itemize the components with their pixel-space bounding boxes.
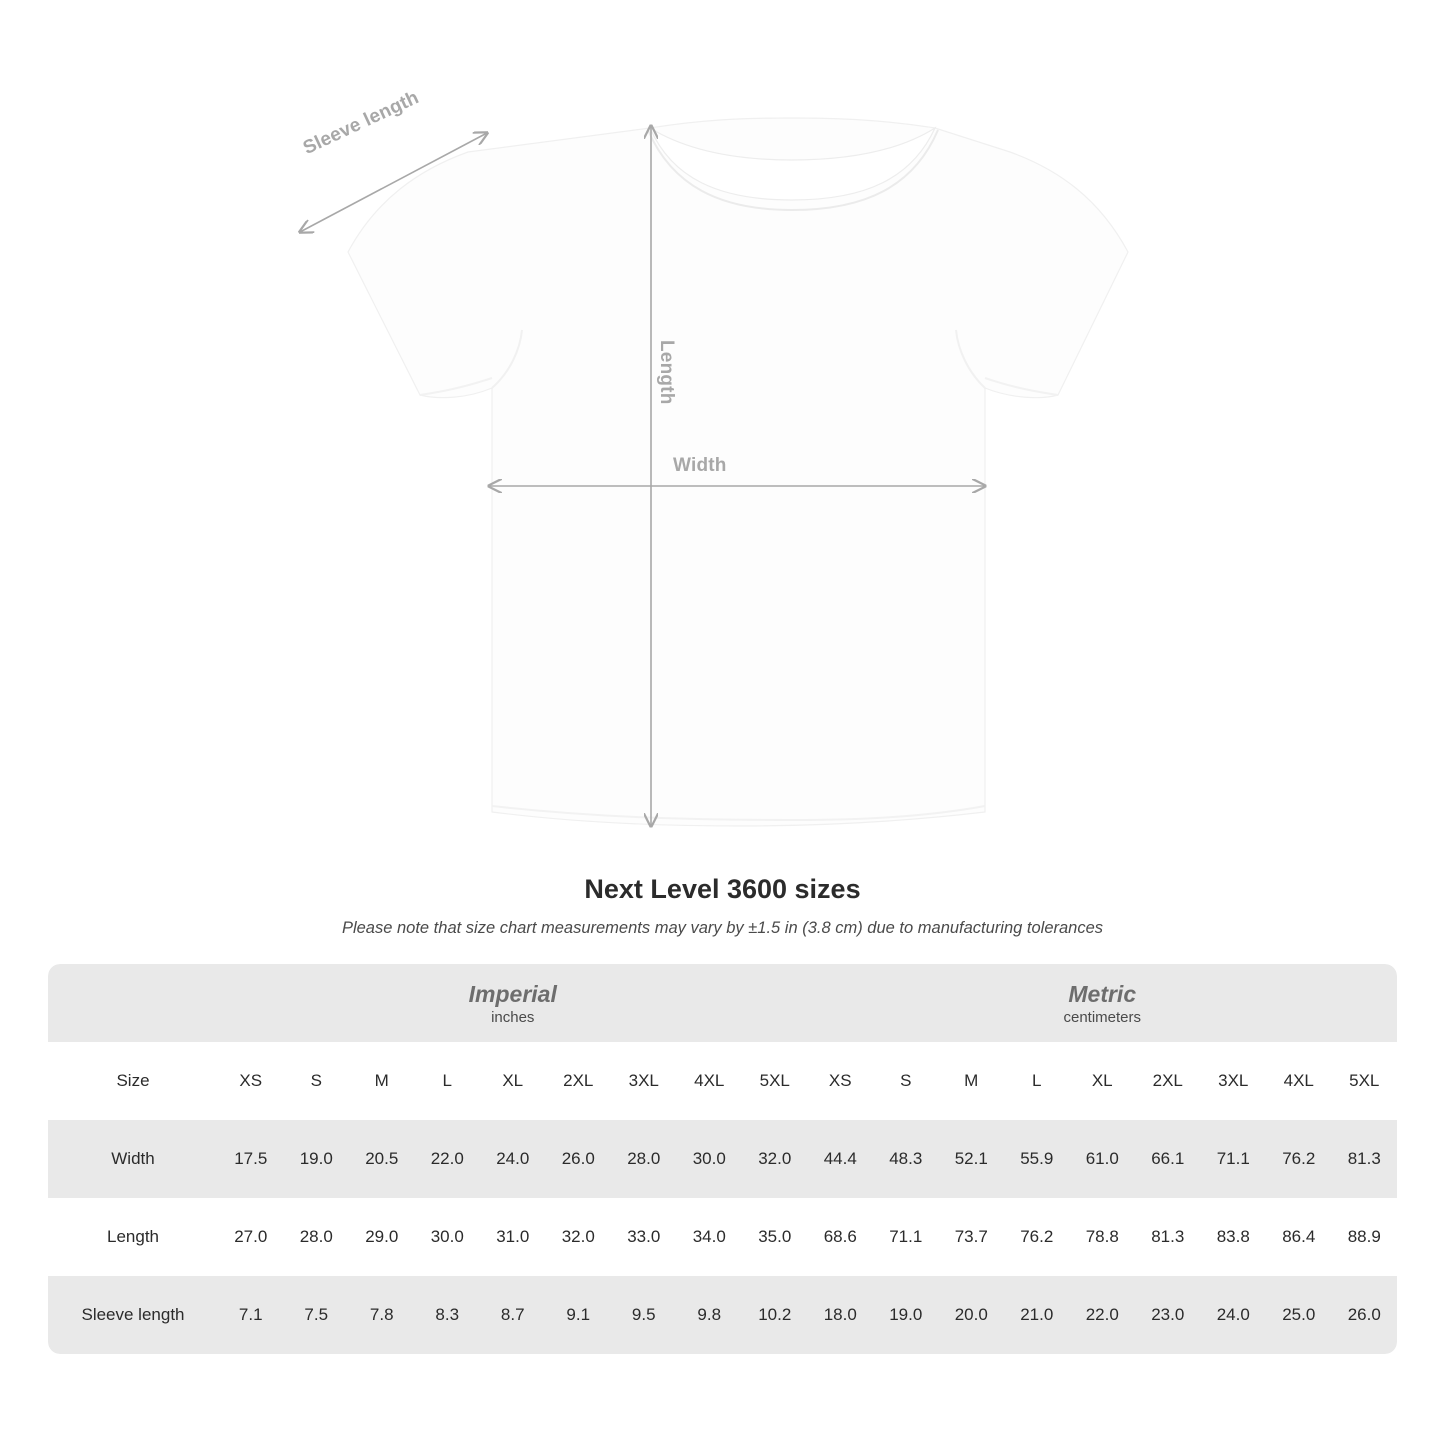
measurement-cell-imperial: 22.0 xyxy=(415,1120,481,1198)
measurement-cell-imperial: 29.0 xyxy=(349,1198,415,1276)
measurement-cell-imperial: 28.0 xyxy=(611,1120,677,1198)
table-row xyxy=(48,1198,1397,1276)
measurement-cell-metric: 26.0 xyxy=(1332,1276,1398,1354)
measurement-cell-metric: 86.4 xyxy=(1266,1198,1332,1276)
unit-system-unit: inches xyxy=(491,1008,535,1026)
measurement-cell-imperial: 8.7 xyxy=(480,1276,546,1354)
measurement-cell-metric: 21.0 xyxy=(1004,1276,1070,1354)
measurement-label: Length xyxy=(48,1198,218,1276)
measurement-cell-metric: 18.0 xyxy=(808,1276,874,1354)
measurement-cell-imperial: 32.0 xyxy=(546,1198,612,1276)
measurement-cell-imperial: 33.0 xyxy=(611,1198,677,1276)
length-label: Length xyxy=(656,340,677,405)
table-row xyxy=(48,1276,1397,1354)
measurement-cell-metric: 55.9 xyxy=(1004,1120,1070,1198)
size-header-cell: XS xyxy=(808,1042,874,1120)
size-header-cell: XL xyxy=(480,1042,546,1120)
measurement-cell-imperial: 19.0 xyxy=(284,1120,350,1198)
measurement-cell-imperial: 9.1 xyxy=(546,1276,612,1354)
size-header-cell: M xyxy=(939,1042,1005,1120)
measurement-cell-metric: 71.1 xyxy=(1201,1120,1267,1198)
size-table-wrapper xyxy=(48,964,1397,1354)
measurement-cell-metric: 83.8 xyxy=(1201,1198,1267,1276)
measurement-cell-imperial: 7.8 xyxy=(349,1276,415,1354)
size-header-cell: 3XL xyxy=(1201,1042,1267,1120)
measurement-cell-imperial: 34.0 xyxy=(677,1198,743,1276)
tolerance-note: Please note that size chart measurements may vary by ±1.5 in (3.8 cm) due to manufacturing tolerances xyxy=(341,919,1104,937)
page-title: Next Level 3600 sizes xyxy=(584,874,861,904)
measurement-cell-metric: 19.0 xyxy=(873,1276,939,1354)
size-header-cell: 5XL xyxy=(1332,1042,1398,1120)
measurement-cell-metric: 73.7 xyxy=(939,1198,1005,1276)
table-row xyxy=(48,1120,1397,1198)
measurement-cell-imperial: 24.0 xyxy=(480,1120,546,1198)
unit-system-name: Imperial xyxy=(468,981,557,1008)
size-header-cell: L xyxy=(415,1042,481,1120)
size-header-cell: L xyxy=(1004,1042,1070,1120)
measurement-cell-imperial: 31.0 xyxy=(480,1198,546,1276)
size-header-label: Size xyxy=(48,1042,218,1120)
size-header-row xyxy=(48,1042,1397,1120)
unit-system-cell xyxy=(808,964,1398,1042)
size-header-cell: XL xyxy=(1070,1042,1136,1120)
size-header-cell: 4XL xyxy=(677,1042,743,1120)
measurement-cell-imperial: 32.0 xyxy=(742,1120,808,1198)
measurement-cell-imperial: 17.5 xyxy=(218,1120,284,1198)
size-header-cell: M xyxy=(349,1042,415,1120)
measurement-cell-imperial: 30.0 xyxy=(677,1120,743,1198)
size-table xyxy=(48,964,1397,1354)
title-block xyxy=(0,874,1445,938)
measurement-cell-metric: 61.0 xyxy=(1070,1120,1136,1198)
measurement-label: Sleeve length xyxy=(48,1276,218,1354)
measurement-cell-metric: 88.9 xyxy=(1332,1198,1398,1276)
measurement-cell-metric: 76.2 xyxy=(1266,1120,1332,1198)
measurement-cell-imperial: 27.0 xyxy=(218,1198,284,1276)
measurement-cell-metric: 25.0 xyxy=(1266,1276,1332,1354)
size-header-cell: 5XL xyxy=(742,1042,808,1120)
measurement-cell-imperial: 20.5 xyxy=(349,1120,415,1198)
unit-system-cell xyxy=(218,964,808,1042)
measurement-cell-imperial: 7.5 xyxy=(284,1276,350,1354)
measurement-cell-imperial: 10.2 xyxy=(742,1276,808,1354)
size-header-cell: S xyxy=(873,1042,939,1120)
measurement-cell-imperial: 28.0 xyxy=(284,1198,350,1276)
size-header-cell: 2XL xyxy=(1135,1042,1201,1120)
measurement-cell-imperial: 8.3 xyxy=(415,1276,481,1354)
unit-system-row-spacer xyxy=(48,964,218,1042)
measurement-cell-metric: 81.3 xyxy=(1332,1120,1398,1198)
measurement-cell-imperial: 26.0 xyxy=(546,1120,612,1198)
measurement-cell-metric: 52.1 xyxy=(939,1120,1005,1198)
size-header-cell: 3XL xyxy=(611,1042,677,1120)
measurement-cell-metric: 68.6 xyxy=(808,1198,874,1276)
measurement-cell-imperial: 9.8 xyxy=(677,1276,743,1354)
measurement-cell-imperial: 35.0 xyxy=(742,1198,808,1276)
measurement-cell-metric: 48.3 xyxy=(873,1120,939,1198)
measurement-cell-imperial: 9.5 xyxy=(611,1276,677,1354)
size-header-cell: 2XL xyxy=(546,1042,612,1120)
size-header-cell: S xyxy=(284,1042,350,1120)
shirt-shape xyxy=(348,118,1128,826)
measurement-cell-metric: 20.0 xyxy=(939,1276,1005,1354)
measurement-label: Width xyxy=(48,1120,218,1198)
measurement-cell-metric: 44.4 xyxy=(808,1120,874,1198)
unit-system-name: Metric xyxy=(1068,981,1137,1008)
size-header-cell: XS xyxy=(218,1042,284,1120)
measurement-cell-metric: 24.0 xyxy=(1201,1276,1267,1354)
measurement-cell-metric: 76.2 xyxy=(1004,1198,1070,1276)
measurement-cell-metric: 78.8 xyxy=(1070,1198,1136,1276)
measurement-cell-metric: 66.1 xyxy=(1135,1120,1201,1198)
measurement-cell-metric: 71.1 xyxy=(873,1198,939,1276)
measurement-cell-metric: 23.0 xyxy=(1135,1276,1201,1354)
unit-system-row xyxy=(48,964,1397,1042)
measurement-cell-imperial: 30.0 xyxy=(415,1198,481,1276)
measurement-cell-metric: 22.0 xyxy=(1070,1276,1136,1354)
sleeve-length-label: Sleeve length xyxy=(300,87,423,160)
unit-system-unit: centimeters xyxy=(1063,1008,1142,1026)
measurement-cell-metric: 81.3 xyxy=(1135,1198,1201,1276)
measurement-cell-imperial: 7.1 xyxy=(218,1276,284,1354)
width-label: Width xyxy=(673,455,727,476)
size-header-cell: 4XL xyxy=(1266,1042,1332,1120)
